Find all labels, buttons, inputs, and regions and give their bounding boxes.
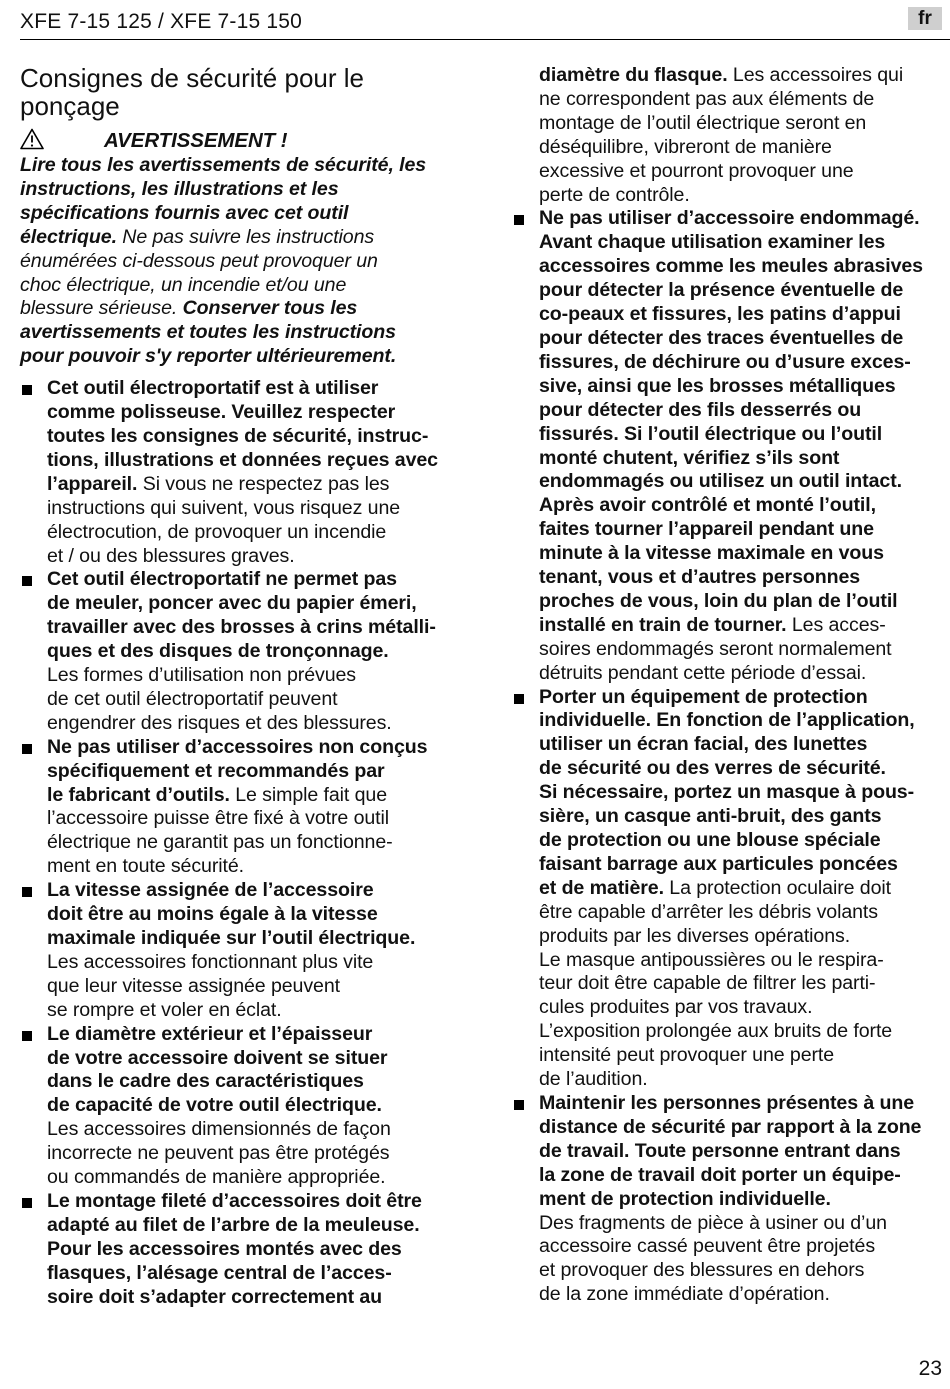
item-bold-text: Ne pas utiliser d’accessoires non conçus spécifiquement et recommandés par le fabricant d’outils.: [47, 735, 428, 806]
warning-text: [20, 154, 452, 369]
list-item: [512, 686, 944, 1092]
list-item: [20, 736, 452, 879]
item-normal-text: Les acces- soires endommagés seront normalement détruits pendant cette période d’essai.: [539, 613, 892, 684]
warning-bold-outro: Conserver tous les avertissements et toutes les instructions pour pouvoir s'y reporter ultérieurement.: [20, 297, 397, 368]
language-badge: fr: [908, 7, 942, 30]
bullet-square-icon: [22, 1198, 32, 1208]
bullet-square-icon: [22, 576, 32, 586]
item-bold-text: diamètre du flasque.: [539, 64, 728, 86]
item-bold-text: Porter un équipement de protection individuelle. En fonction de l’application, utiliser un écran facial, des lunettes de sécurité ou des verres de sécurité. Si nécessaire, portez un masque à pous- sière, un casque anti-bruit, des gants de protection ou une blouse spéciale faisant barrage aux particules poncées et de matière.: [539, 685, 915, 899]
bullet-square-icon: [22, 744, 32, 754]
continued-item-text: [512, 64, 944, 207]
document-title: XFE 7-15 125 / XFE 7-15 150: [20, 10, 303, 33]
left-column: [20, 64, 452, 1310]
left-bullet-list: [20, 377, 452, 1309]
item-bold-text: Ne pas utiliser d’accessoire endommagé. Avant chaque utilisation examiner les accessoires comme les meules abrasives pour détecter la présence éventuelle de co-peaux et fissures, les patins d’appui pour détecter des traces éventuelles de fissures, de déchirure ou d’usure exces- sive, ainsi que les brosses métalliques pour détecter des fils desserrés ou fissurés. Si l’outil électrique ou l’outil monté chutent, vérifiez s’ils sont endommagés ou utilisez un outil intact. Après avoir contrôlé et monté l’outil, faites tourner l’appareil pendant une minute à la vitesse maximale en vous tenant, vous et d’autres personnes proches de vous, loin du plan de l’outil installé en train de tourner.: [539, 207, 923, 636]
page-header: [20, 0, 950, 40]
list-item: [20, 377, 452, 568]
bullet-square-icon: [22, 887, 32, 897]
warning-heading: [20, 128, 452, 154]
list-item: [20, 568, 452, 735]
list-item: [20, 879, 452, 1022]
section-title: Consignes de sécurité pour le ponçage: [20, 63, 364, 121]
warning-bold-intro: Lire tous les avertissements de sécurité, les instructions, les illustrations et les spécifications fournis avec cet outil électrique.: [20, 154, 427, 248]
right-column: [512, 64, 944, 1307]
item-bold-text: La vitesse assignée de l’accessoire doit être au moins égale à la vitesse maximale indiquée sur l’outil électrique.: [47, 879, 416, 949]
item-bold-text: Maintenir les personnes présentes à une distance de sécurité par rapport à la zone de travail. Toute personne entrant dans la zone de travail doit porter un équipe- ment de protection individuelle.: [539, 1091, 922, 1210]
item-normal-text: Des fragments de pièce à usiner ou d’un accessoire cassé peuvent être projetés et provoquer des blessures en dehors de la zone immédiate d’opération.: [539, 1211, 887, 1306]
item-normal-text: Les accessoires fonctionnant plus vite que leur vitesse assignée peuvent se rompre et voler en éclat.: [47, 950, 374, 1021]
bullet-square-icon: [514, 694, 524, 704]
page-number: 23: [918, 1357, 942, 1380]
bullet-square-icon: [22, 1031, 32, 1041]
item-bold-text: Cet outil électroportatif est à utiliser comme polisseuse. Veuillez respecter toutes les consignes de sécurité, instruc- tions, illustrations et données reçues avec l’appareil.: [47, 377, 438, 495]
warning-normal-text: Ne pas suivre les instructions énumérées ci-dessous peut provoquer un choc électrique, un incendie et/ou une blessure sérieuse.: [20, 225, 378, 320]
item-bold-text: Cet outil électroportatif ne permet pas de meuler, poncer avec du papier émeri, travailler avec des brosses à crins métalli- ques et des disques de tronçonnage.: [47, 568, 436, 663]
list-item: [20, 1190, 452, 1310]
bullet-square-icon: [514, 215, 524, 225]
bullet-square-icon: [22, 385, 32, 395]
right-bullet-list: [512, 207, 944, 1307]
item-normal-text: Les accessoires qui ne correspondent pas aux éléments de montage de l’outil électrique seront en déséquilibre, vibreront de manière excessive et pourront provoquer une perte de contrôle.: [539, 64, 904, 206]
list-item: [512, 1092, 944, 1307]
list-item: [20, 1023, 452, 1190]
bullet-square-icon: [514, 1100, 524, 1110]
list-item: [512, 207, 944, 685]
item-bold-text: Le diamètre extérieur et l’épaisseur de votre accessoire doivent se situer dans le cadre des caractéristiques de capacité de votre outil électrique.: [47, 1022, 388, 1117]
item-normal-text: Le simple fait que l’accessoire puisse être fixé à votre outil électrique ne garantit pas un fonctionne- ment en toute sécurité.: [47, 783, 393, 878]
warning-triangle-icon: [20, 128, 44, 150]
warning-label: AVERTISSEMENT !: [104, 129, 288, 152]
item-normal-text: Les formes d’utilisation non prévues de cet outil électroportatif peuvent engendrer des risques et des blessures.: [47, 664, 392, 734]
item-normal-text: Si vous ne respectez pas les instructions qui suivent, vous risquez une électrocution, de provoquer un incendie et / ou des blessures graves.: [47, 472, 401, 567]
item-bold-text: Le montage fileté d’accessoires doit être adapté au filet de l’arbre de la meuleuse. Pour les accessoires montés avec des flasques, l’alésage central de l’acces- soire doit s’adapter correctement au: [47, 1189, 422, 1308]
item-normal-text: La protection oculaire doit être capable d’arrêter les débris volants produits par les diverses opérations. Le masque antipoussières ou le respira- teur doit être capable de filtrer les parti- cules produites par vos travaux. L’exposition prolongée aux bruits de forte intensité peut provoquer une perte de l’audition.: [539, 876, 893, 1091]
item-normal-text: Les accessoires dimensionnés de façon incorrecte ne peuvent pas être protégés ou commandés de manière appropriée.: [47, 1118, 391, 1189]
